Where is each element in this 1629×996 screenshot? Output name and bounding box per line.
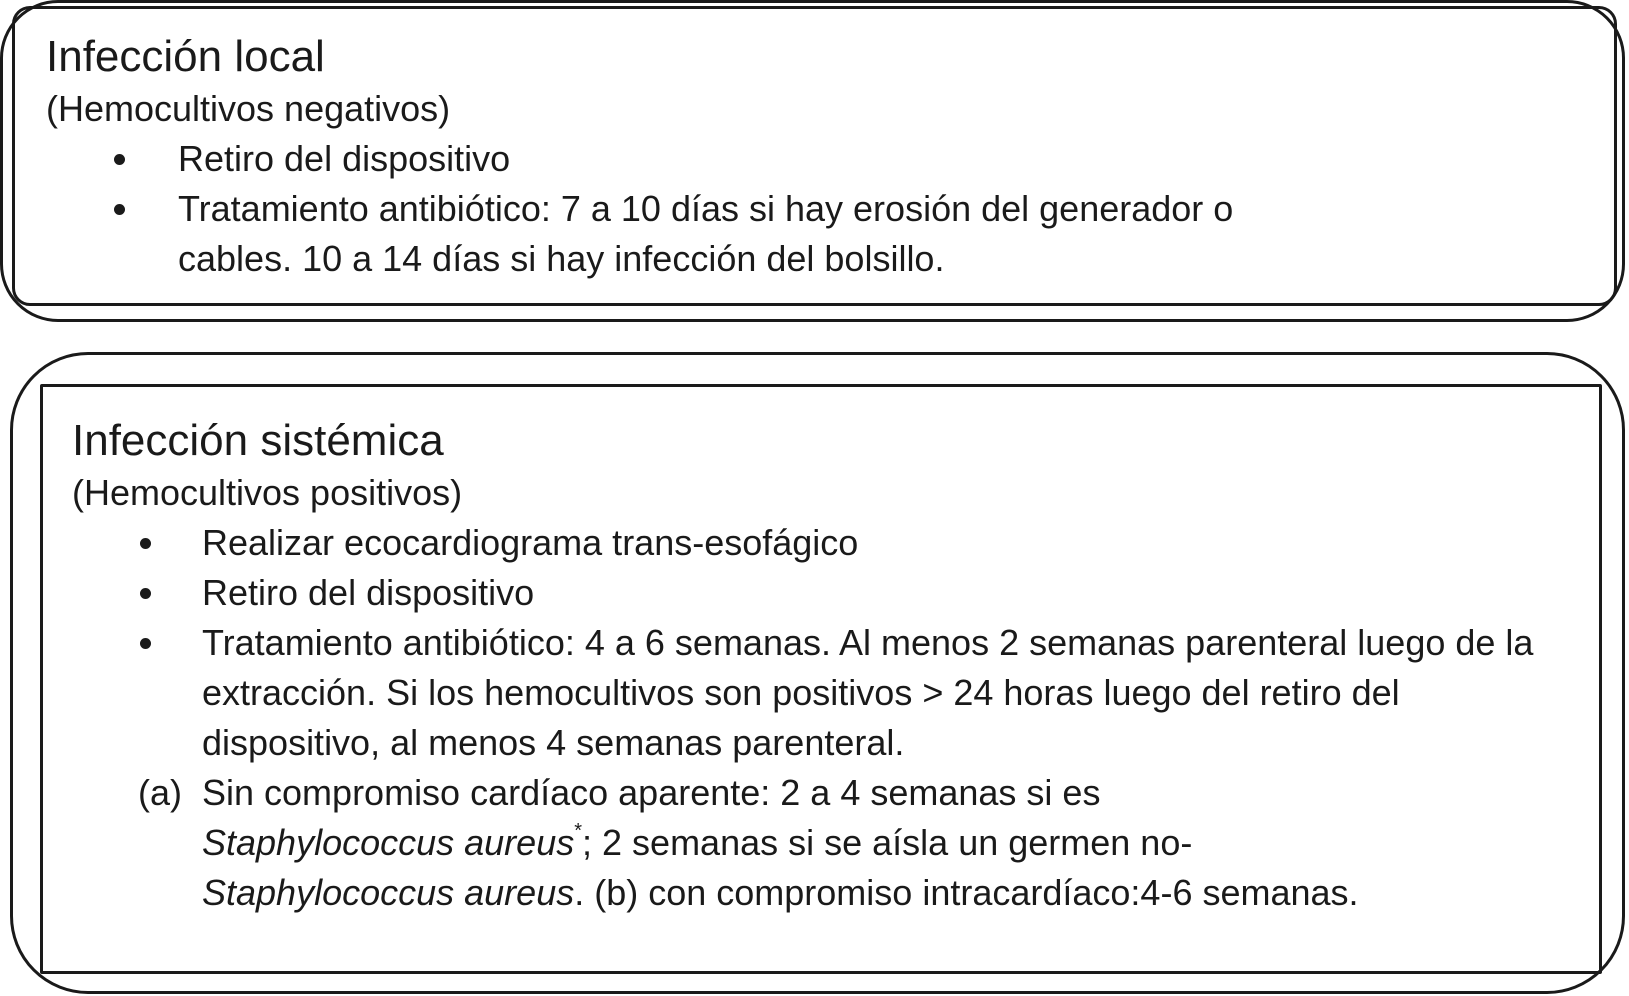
bullet-text: Tratamiento antibiótico: 7 a 10 días si hay erosión del generador o cables. 10 a 14 días si hay infección del bolsillo. [178,188,1234,279]
note-text-part1: Sin compromiso cardíaco aparente: 2 a 4 semanas si es [202,772,1101,813]
local-infection-panel [0,0,1629,322]
list-item [72,618,1582,768]
local-infection-subtitle: (Hemocultivos negativos) [46,88,451,129]
local-panel-content [46,30,1586,284]
note-text-part3: . (b) con compromiso intracardíaco:4-6 semanas. [574,872,1359,913]
systemic-infection-title: Infección sistémica [72,416,444,465]
list-item [72,518,1582,568]
list-item [46,134,1586,184]
local-infection-title: Infección local [46,32,325,81]
organism-name: Staphylococcus aureus [202,822,575,863]
systemic-bullet-list [72,518,1582,768]
bullet-icon [140,588,151,599]
footnote-mark: * [574,820,583,842]
systemic-infection-panel [0,352,1629,996]
bullet-text: Tratamiento antibiótico: 4 a 6 semanas. Al menos 2 semanas parenteral luego de la extracción. Si los hemocultivos son positivos > 24 horas luego del retiro del dispositivo, al menos 4 semanas parenteral. [202,622,1534,763]
bullet-text: Realizar ecocardiograma trans-esofágico [202,522,859,563]
systemic-panel-content [72,414,1582,918]
bullet-icon [140,538,151,549]
treatment-note [72,768,1582,918]
note-marker: (a) [138,772,182,813]
bullet-text: Retiro del dispositivo [202,572,535,613]
note-text-part2: ; 2 semanas si se aísla un germen no- [582,822,1193,863]
list-item [46,184,1586,284]
bullet-icon [140,638,151,649]
systemic-infection-subtitle: (Hemocultivos positivos) [72,472,463,513]
bullet-icon [114,204,125,215]
bullet-text: Retiro del dispositivo [178,138,511,179]
organism-name: Staphylococcus aureus [202,872,575,913]
local-bullet-list [46,134,1586,284]
list-item [72,568,1582,618]
bullet-icon [114,154,125,165]
